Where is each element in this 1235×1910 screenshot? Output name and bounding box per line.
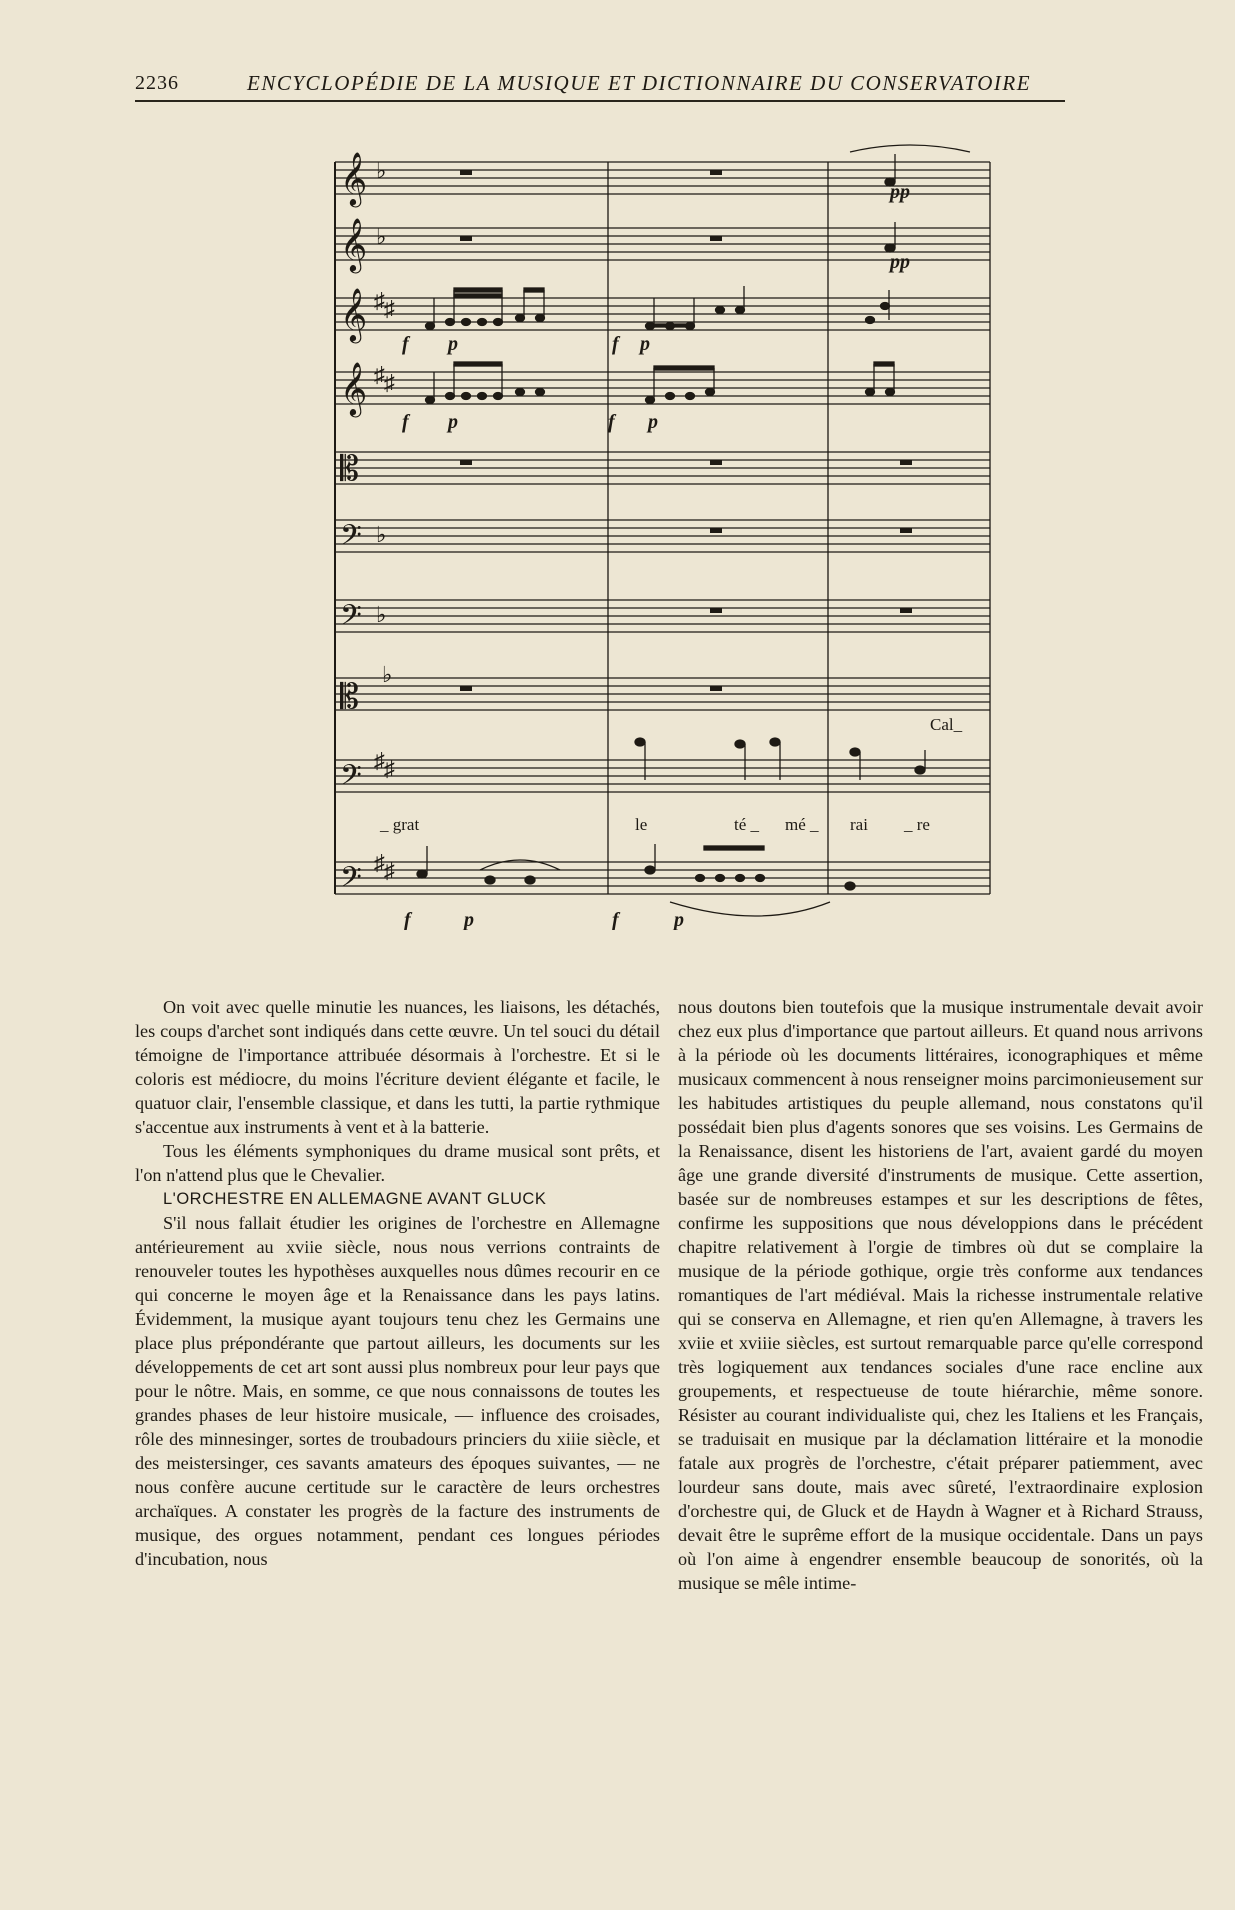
page-number: 2236 [135,72,179,94]
flat-icon: ♭ [382,662,393,687]
sharp-icon: ♯ [384,296,395,321]
dynamic-f: f [402,333,409,355]
sharp-icon: ♯ [374,748,385,773]
dynamic-p: p [464,909,474,930]
staff-10 [335,862,990,894]
orchestral-score [330,130,995,930]
alto-clef-icon: 𝄡 [340,451,359,488]
treble-clef-icon: 𝄞 [340,289,368,340]
whole-rest-icon [460,170,472,175]
bass-clef-icon: 𝄢 [340,863,362,900]
dynamic-f: f [608,411,615,433]
section-heading: L'ORCHESTRE EN ALLEMAGNE AVANT GLUCK [163,1190,547,1208]
right-column [678,995,1203,1595]
flat-icon: ♭ [376,522,387,547]
sharp-icon: ♯ [374,362,385,387]
paragraph: nous doutons bien toutefois que la musique instrumentale devait avoir chez eux plus d'importance que partout ailleurs. Et quand nous arrivons à la période où les documents littéraires, iconographiques et même musicaux commencent à nous renseigner moins parcimonieusement sur les habitudes artistiques du peuple allemand, nous constatons qu'il possédait bien plus d'agents sonores que ses voisins. Les Germains de la Renaissance, disent les historiens de l'art, avaient gardé du moyen âge une grande diversité d'instruments de musique. Cette assertion, basée sur de nombreuses estampes et sur les descriptions de fêtes, confirme les suppositions que nous développions dans le précédent chapitre relativement à l'orgie de timbres où dut se complaire la musique de la période gothique, orgie très conforme aux tendances romantiques de l'art médiéval. Mais la richesse instrumentale relative qui se conserva en Allemagne, et rien qu'en Allemagne, à travers les xviie et xviiie siècles, est surtout remarquable parce qu'elle correspond très logiquement aux tendances sociales d'une race encline aux groupements, et respectueuse de toute hiérarchie, même sonore. Résister au courant individualiste qui, chez les Italiens et les Français, se traduisait en musique par la déclamation littéraire et la monodie fatale aux progrès de l'orchestre, c'était préparer patiemment, avec lourdeur sans doute, mais avec sûreté, l'extraordinaire explosion d'orchestre qui, de Gluck et de Haydn à Wagner et à Richard Strauss, devait être le suprême effort de la musique occidentale. Dans un pays où l'on aime à engendrer ensemble beaucoup de sonorités, où la musique se mêle intime- [678,997,1203,1593]
whole-rest-icon [710,170,722,175]
bass-clef-icon: 𝄢 [340,761,362,798]
whole-rest-icon [460,236,472,241]
lyric-syllable: _ re [904,815,930,834]
lyric-syllable: Cal_ [930,715,963,734]
lyric-syllable: rai [850,815,868,834]
dynamic-pp: pp [890,181,910,203]
lyric-syllable: _ grat [380,815,420,834]
lyric-syllable: le [635,815,648,834]
whole-rest-icon [460,460,472,465]
sharp-icon: ♯ [384,858,395,883]
paragraph: Tous les éléments symphoniques du drame musical sont prêts, et l'on n'attend plus que le Chevalier. [135,1141,660,1185]
dynamic-pp: pp [890,251,910,273]
flat-icon: ♭ [376,224,387,249]
dynamic-p: p [448,411,458,433]
sharp-icon: ♯ [384,370,395,395]
sharp-icon: ♯ [384,756,395,781]
dynamic-p: p [674,909,684,930]
lyric-syllable: té _ [734,815,760,834]
treble-clef-icon: 𝄞 [340,219,368,270]
running-title: ENCYCLOPÉDIE DE LA MUSIQUE ET DICTIONNAIRE DU CONSERVATOIRE [247,71,1032,95]
whole-rest-icon [900,528,912,533]
left-column [135,995,660,1571]
flat-icon: ♭ [376,158,387,183]
treble-clef-icon: 𝄞 [340,363,368,414]
dynamic-p: p [640,333,650,355]
flat-icon: ♭ [376,602,387,627]
lyric-syllable: mé _ [785,815,819,834]
dynamic-f: f [612,909,619,930]
bass-clef-icon: 𝄢 [340,601,362,638]
alto-clef-icon: 𝄡 [340,679,359,716]
staff-8 [335,678,990,710]
dynamic-f: f [402,411,409,433]
page-header [135,70,1065,102]
dynamic-p: p [648,411,658,433]
staff-6 [335,520,990,552]
whole-rest-icon [710,686,722,691]
sharp-icon: ♯ [374,288,385,313]
dynamic-p: p [448,333,458,355]
sharp-icon: ♯ [374,850,385,875]
whole-rest-icon [710,528,722,533]
whole-rest-icon [710,608,722,613]
paragraph: On voit avec quelle minutie les nuances, les liaisons, les détachés, les coups d'archet sont indiqués dans cette œuvre. Un tel souci du détail témoigne de l'importance attribuée désormais à l'orchestre. Et si le coloris est médiocre, du moins l'écriture devient élégante et facile, le quatuor clair, l'ensemble classique, et dans les tutti, la partie rythmique s'accentue aux instruments à vent et à la batterie. [135,997,660,1137]
dynamic-f: f [612,333,619,355]
bass-clef-icon: 𝄢 [340,521,362,558]
staff-7 [335,600,990,632]
whole-rest-icon [710,460,722,465]
whole-rest-icon [460,686,472,691]
staff-9 [335,760,990,792]
whole-rest-icon [710,236,722,241]
staff-5 [335,452,990,484]
whole-rest-icon [900,608,912,613]
dynamic-f: f [404,909,411,930]
whole-rest-icon [900,460,912,465]
paragraph: S'il nous fallait étudier les origines de l'orchestre en Allemagne antérieurement au xviie siècle, nous nous verrions contraints de renouveler toutes les hypothèses auxquelles nous dûmes recourir en ce qui concerne le moyen âge et la Renaissance dans les pays latins. Évidemment, la musique ayant toujours tenu chez les Germains une place plus prépondérante que partout ailleurs, les documents sur les développements de cet art sont aussi plus nombreux pour leur pays que pour le nôtre. Mais, en somme, ce que nous connaissons de toutes les grandes phases de leur histoire musicale, — influence des croisades, rôle des minnesinger, sortes de troubadours princiers du xiiie siècle, et des meistersinger, ces savants amateurs des époques suivantes, — ne nous confère aucune certitude sur le caractère de leurs orchestres archaïques. A constater les progrès de la facture des instruments de musique, des orgues notamment, pendant ces longues périodes d'incubation, nous [135,1213,660,1569]
treble-clef-icon: 𝄞 [340,153,368,204]
